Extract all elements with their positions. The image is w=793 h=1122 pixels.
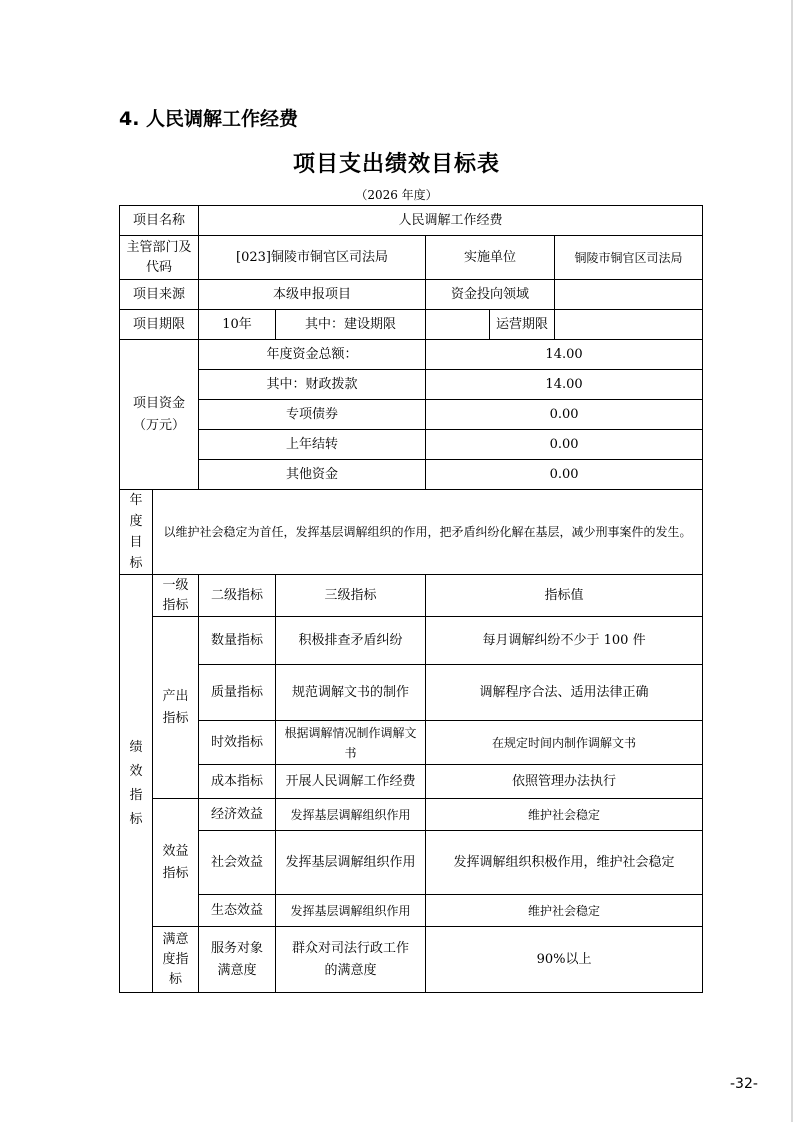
row-department <box>120 236 703 280</box>
level1-satisfaction-text: 满意度指标 <box>162 931 189 987</box>
dept-value: [023]铜陵市铜官区司法局 <box>199 236 426 280</box>
fund-item-label: 年度资金总额： <box>199 340 426 370</box>
header-level1-text: 一级指标 <box>162 577 189 613</box>
section-heading: 4. 人民调解工作经费 <box>119 108 299 130</box>
level3-cell: 发挥基层调解组织作用 <box>276 799 426 831</box>
value-cell: 维护社会稳定 <box>426 895 703 927</box>
level2-cell: 质量指标 <box>199 665 276 721</box>
level3-cell: 发挥基层调解组织作用 <box>276 895 426 927</box>
value-cell: 在规定时间内制作调解文书 <box>426 721 703 765</box>
indicator-row <box>120 721 703 765</box>
build-value <box>426 310 490 340</box>
fund-item-label: 专项债券 <box>199 400 426 430</box>
invest-label: 资金投向领域 <box>426 280 555 310</box>
row-source <box>120 280 703 310</box>
funds-label <box>120 340 199 490</box>
indicator-row <box>120 831 703 895</box>
fund-item-value: 0.00 <box>426 400 703 430</box>
level3-cell: 积极排查矛盾纠纷 <box>276 617 426 665</box>
indicator-row <box>120 799 703 831</box>
level3-cell-text: 群众对司法行政工作的满意度 <box>292 940 410 978</box>
source-label: 项目来源 <box>120 280 199 310</box>
level2-cell: 生态效益 <box>199 895 276 927</box>
indicator-row <box>120 617 703 665</box>
value-cell: 依照管理办法执行 <box>426 765 703 799</box>
value-cell: 调解程序合法、适用法律正确 <box>426 665 703 721</box>
fund-item-value: 14.00 <box>426 370 703 400</box>
value-cell: 每月调解纠纷不少于 100 件 <box>426 617 703 665</box>
indicator-row <box>120 895 703 927</box>
header-level3: 三级指标 <box>276 575 426 617</box>
fund-item-label: 其中：财政拨款 <box>199 370 426 400</box>
indicator-header-row <box>120 575 703 617</box>
level2-cell: 经济效益 <box>199 799 276 831</box>
build-label: 其中：建设期限 <box>276 310 426 340</box>
fund-item-label: 上年结转 <box>199 430 426 460</box>
level3-cell: 发挥基层调解组织作用 <box>276 831 426 895</box>
level1-satisfaction <box>153 927 199 993</box>
row-project-name <box>120 206 703 236</box>
fund-row <box>120 340 703 370</box>
level1-benefit <box>153 799 199 927</box>
page-number: -32- <box>730 1076 758 1092</box>
table-year: （2026 年度） <box>355 188 438 202</box>
level2-cell-text: 服务对象满意度 <box>211 940 264 978</box>
project-name-value: 人民调解工作经费 <box>199 206 703 236</box>
header-level1 <box>153 575 199 617</box>
level2-cell <box>199 927 276 993</box>
table-title: 项目支出绩效目标表 <box>292 152 500 177</box>
funds-label-text: 项目资金（万元） <box>132 395 185 433</box>
fund-row <box>120 400 703 430</box>
indicator-row <box>120 765 703 799</box>
header-value: 指标值 <box>426 575 703 617</box>
dept-label: 主管部门及代码 <box>120 236 199 280</box>
value-cell: 90%以上 <box>426 927 703 993</box>
value-cell: 发挥调解组织积极作用，维护社会稳定 <box>426 831 703 895</box>
project-name-label: 项目名称 <box>120 206 199 236</box>
fund-row <box>120 370 703 400</box>
indicator-row <box>120 927 703 993</box>
fund-item-value: 14.00 <box>426 340 703 370</box>
impl-value: 铜陵市铜官区司法局 <box>555 236 703 280</box>
level3-cell: 开展人民调解工作经费 <box>276 765 426 799</box>
impl-label: 实施单位 <box>426 236 555 280</box>
fund-row <box>120 460 703 490</box>
level3-cell: 规范调解文书的制作 <box>276 665 426 721</box>
value-cell: 维护社会稳定 <box>426 799 703 831</box>
indicator-row <box>120 665 703 721</box>
invest-value <box>555 280 703 310</box>
fund-row <box>120 430 703 460</box>
level1-output-text: 产出指标 <box>162 688 189 726</box>
level1-output <box>153 617 199 799</box>
row-period <box>120 310 703 340</box>
level3-cell: 根据调解情况制作调解文书 <box>276 721 426 765</box>
level2-cell: 成本指标 <box>199 765 276 799</box>
fund-item-label: 其他资金 <box>199 460 426 490</box>
level2-cell: 数量指标 <box>199 617 276 665</box>
level1-benefit-text: 效益指标 <box>162 843 189 881</box>
period-value: 10年 <box>199 310 276 340</box>
header-level2: 二级指标 <box>199 575 276 617</box>
goal-text: 以维护社会稳定为首任，发挥基层调解组织的作用，把矛盾纠纷化解在基层，减少刑事案件的发生。 <box>153 490 703 575</box>
source-value: 本级申报项目 <box>199 280 426 310</box>
indicators-label-text: 绩效指标 <box>129 739 143 827</box>
goal-label <box>120 490 153 575</box>
period-label: 项目期限 <box>120 310 199 340</box>
fund-item-value: 0.00 <box>426 460 703 490</box>
indicators-label <box>120 575 153 993</box>
level2-cell: 时效指标 <box>199 721 276 765</box>
performance-table <box>119 205 703 993</box>
fund-item-value: 0.00 <box>426 430 703 460</box>
row-annual-goal <box>120 490 703 575</box>
goal-label-text: 年度目标 <box>129 493 143 571</box>
level2-cell: 社会效益 <box>199 831 276 895</box>
level3-cell <box>276 927 426 993</box>
oper-value <box>555 310 703 340</box>
oper-label: 运营期限 <box>490 310 555 340</box>
